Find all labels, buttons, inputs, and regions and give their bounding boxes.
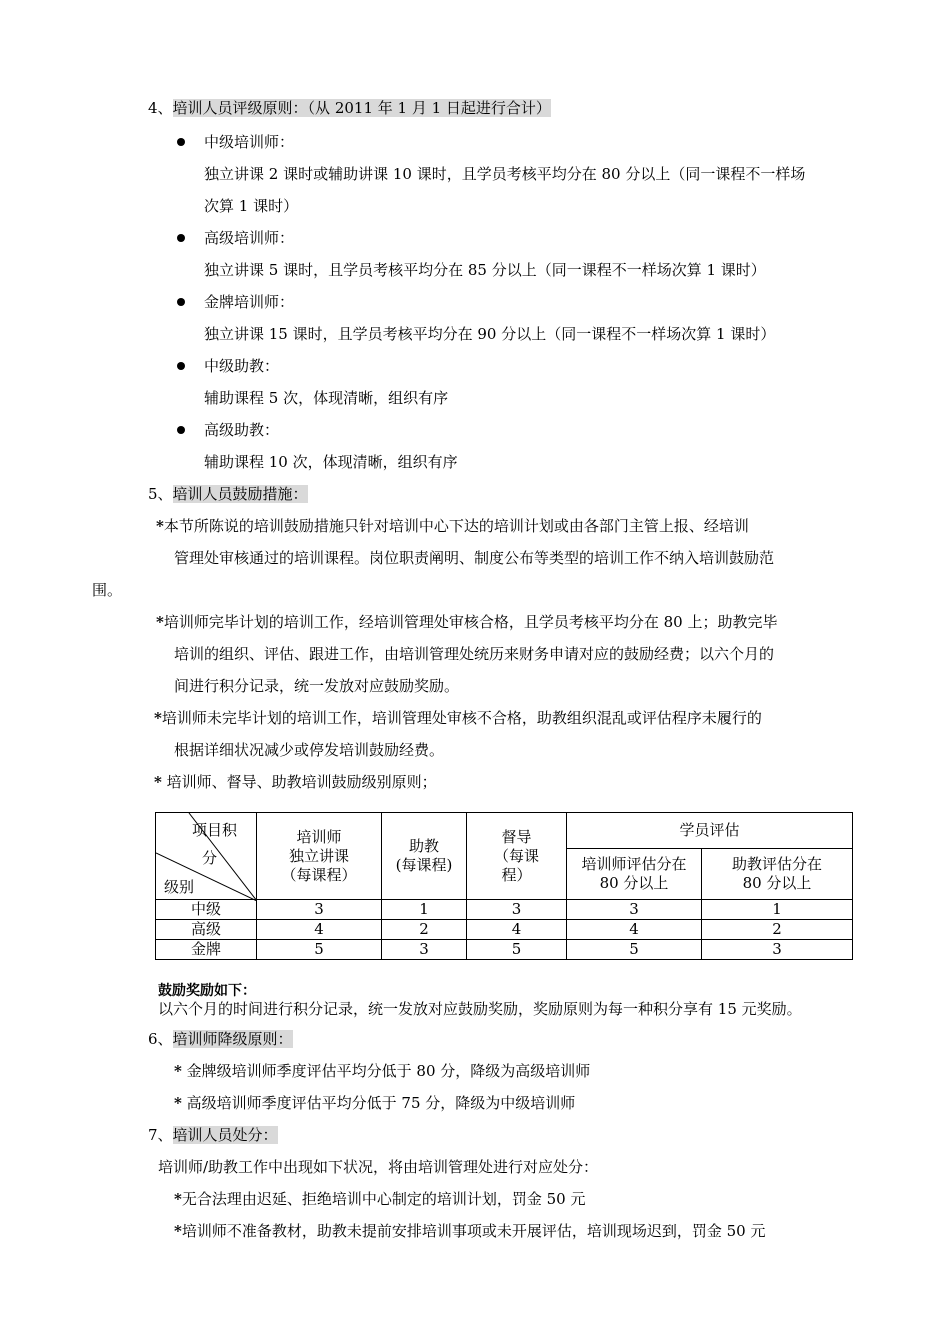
level-desc: 独立讲课 2 课时或辅助讲课 10 课时，且学员考核平均分在 80 分以上（同一课程不一样场 — [204, 165, 806, 183]
table-row — [156, 920, 853, 940]
table-cell: 1 — [702, 900, 853, 920]
corner-top-label: 项目积 — [192, 821, 238, 839]
level-label: 中级助教： — [204, 357, 280, 375]
section-6-number: 6、 — [148, 1030, 173, 1048]
incentive-paragraph-2-line: 培训的组织、评估、跟进工作，由培训管理处统历来财务申请对应的鼓励经费；以六个月的 — [174, 645, 775, 663]
corner-bottom-label: 级别 — [164, 878, 195, 896]
table-header-trainer-evaluation: 培训师评估分在 80 分以上 — [567, 849, 702, 900]
table-cell: 2 — [382, 920, 467, 940]
table-cell: 高级 — [156, 920, 257, 940]
section-7-title: 培训人员处分： — [172, 1126, 278, 1144]
table-header-student-evaluation: 学员评估 — [567, 813, 853, 849]
level-desc: 辅助课程 5 次，体现清晰，组织有序 — [204, 389, 449, 407]
table-cell: 4 — [567, 920, 702, 940]
asterisk-icon: * — [156, 613, 164, 631]
incentive-paragraph-1-line: 围。 — [92, 581, 123, 599]
level-desc: 次算 1 课时） — [204, 197, 299, 215]
bullet-icon — [177, 426, 185, 434]
section-6-heading — [148, 1029, 293, 1049]
incentive-paragraph-3: *培训师未完毕计划的培训工作，培训管理处审核不合格，助教组织混乱或评估程序未履行的 — [154, 709, 762, 727]
incentive-paragraph-2: *培训师完毕计划的培训工作，经培训管理处审核合格，且学员考核平均分在 80 上；助教完毕 — [156, 613, 778, 631]
level-label: 高级助教： — [204, 421, 280, 439]
table-cell: 5 — [567, 940, 702, 960]
table-cell: 2 — [702, 920, 853, 940]
section-5-number: 5、 — [148, 485, 173, 503]
section-7-heading — [148, 1125, 278, 1145]
bullet-icon — [177, 362, 185, 370]
level-label: 金牌培训师： — [204, 293, 295, 311]
corner-mid-label: 分 — [202, 849, 218, 867]
bullet-icon — [177, 234, 185, 242]
section-4-heading — [148, 98, 551, 118]
section-4-number: 4、 — [148, 99, 173, 117]
incentive-level-table — [155, 812, 853, 960]
table-cell: 5 — [467, 940, 567, 960]
level-desc: 辅助课程 10 次，体现清晰，组织有序 — [204, 453, 458, 471]
reward-text: 以六个月的时间进行积分记录，统一发放对应鼓励奖励，奖励原则为每一种积分享有 15 元奖励。 — [158, 1000, 802, 1018]
asterisk-icon: * — [156, 517, 164, 535]
section-4-title: 培训人员评级原则：（从 2011 年 1 月 1 日起进行合计） — [172, 99, 551, 117]
bullet-icon — [177, 298, 185, 306]
table-cell: 4 — [257, 920, 382, 940]
asterisk-icon: * — [174, 1190, 182, 1208]
asterisk-icon: * — [174, 1094, 182, 1112]
table-header-supervisor: 督导 （每课 程） — [467, 813, 567, 900]
table-cell: 5 — [257, 940, 382, 960]
table-cell: 金牌 — [156, 940, 257, 960]
incentive-paragraph-4: * 培训师、督导、助教培训鼓励级别原则； — [154, 773, 437, 791]
table-cell: 3 — [702, 940, 853, 960]
asterisk-icon: * — [154, 773, 162, 791]
demotion-item: * 高级培训师季度评估平均分低于 75 分，降级为中级培训师 — [174, 1094, 576, 1112]
table-cell: 3 — [257, 900, 382, 920]
level-desc: 独立讲课 15 课时，且学员考核平均分在 90 分以上（同一课程不一样场次算 1 课时） — [204, 325, 776, 343]
penalty-intro: 培训师/助教工作中出现如下状况，将由培训管理处进行对应处分： — [158, 1158, 599, 1176]
asterisk-icon: * — [174, 1062, 182, 1080]
incentive-paragraph-1-line: 管理处审核通过的培训课程。岗位职责阐明、制度公布等类型的培训工作不纳入培训鼓励范 — [174, 549, 775, 567]
incentive-paragraph-3-line: 根据详细状况减少或停发培训鼓励经费。 — [174, 741, 445, 759]
table-row — [156, 900, 853, 920]
asterisk-icon: * — [174, 1222, 182, 1240]
table-cell: 3 — [467, 900, 567, 920]
level-label: 高级培训师： — [204, 229, 295, 247]
incentive-paragraph-1: *本节所陈说的培训鼓励措施只针对培训中心下达的培训计划或由各部门主管上报、经培训 — [156, 517, 749, 535]
level-desc: 独立讲课 5 课时，且学员考核平均分在 85 分以上（同一课程不一样场次算 1 课时） — [204, 261, 766, 279]
section-5-title: 培训人员鼓励措施： — [172, 485, 308, 503]
table-cell: 3 — [567, 900, 702, 920]
penalty-item: *培训师不准备教材，助教未提前安排培训事项或未开展评估，培训现场迟到，罚金 50 元 — [174, 1222, 766, 1240]
reward-title: 鼓励奖励如下： — [158, 983, 256, 999]
section-6-title: 培训师降级原则： — [172, 1030, 293, 1048]
penalty-item: *无合法理由迟延、拒绝培训中心制定的培训计划，罚金 50 元 — [174, 1190, 586, 1208]
level-label: 中级培训师： — [204, 133, 295, 151]
table-row — [156, 940, 853, 960]
table-header-assistant-evaluation: 助教评估分在 80 分以上 — [702, 849, 853, 900]
table-cell: 中级 — [156, 900, 257, 920]
table-header-trainer: 培训师 独立讲课 （每课程） — [257, 813, 382, 900]
table-cell: 3 — [382, 940, 467, 960]
demotion-item: * 金牌级培训师季度评估平均分低于 80 分，降级为高级培训师 — [174, 1062, 591, 1080]
table-header-assistant: 助教 (每课程) — [382, 813, 467, 900]
section-7-number: 7、 — [148, 1126, 173, 1144]
table-corner-header — [156, 813, 257, 900]
table-cell: 4 — [467, 920, 567, 940]
section-5-heading — [148, 484, 308, 504]
table-cell: 1 — [382, 900, 467, 920]
incentive-paragraph-2-line: 间进行积分记录，统一发放对应鼓励奖励。 — [174, 677, 460, 695]
asterisk-icon: * — [154, 709, 162, 727]
bullet-icon — [177, 138, 185, 146]
